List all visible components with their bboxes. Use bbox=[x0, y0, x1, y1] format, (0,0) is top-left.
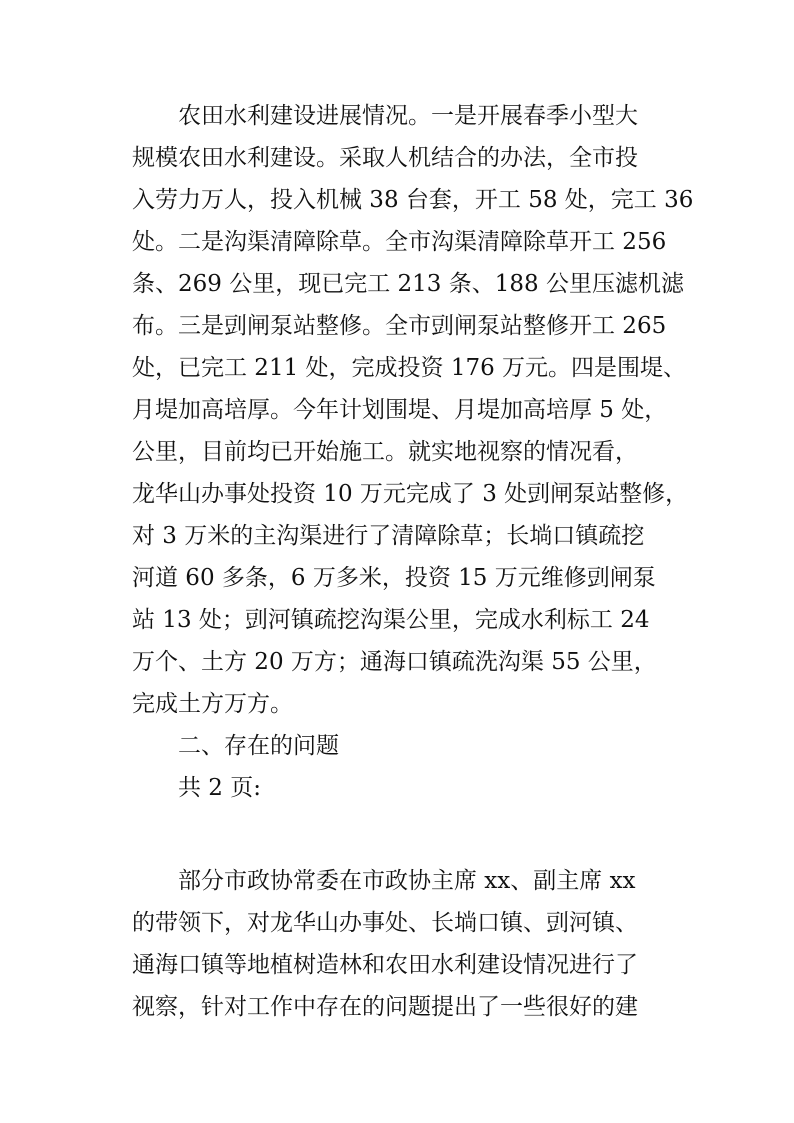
paragraph-line: 规模农田水利建设。采取人机结合的办法，全市投 bbox=[132, 145, 638, 171]
paragraph-line: 条、269 公里，现已完工 213 条、188 公里压滤机滤 bbox=[132, 271, 684, 297]
paragraph-line: 公里，目前均已开始施工。就实地视察的情况看， bbox=[132, 439, 638, 465]
paragraph-line: 万个、土方 20 万方；通海口镇疏洗沟渠 55 公里， bbox=[132, 649, 657, 675]
paragraph-line: 农田水利建设进展情况。一是开展春季小型大 bbox=[178, 103, 638, 129]
paragraph-line: 部分市政协常委在市政协主席 xx、副主席 xx bbox=[178, 868, 636, 894]
page-count: 共 2 页: bbox=[178, 775, 262, 801]
paragraph-line: 视察，针对工作中存在的问题提出了一些很好的建 bbox=[132, 994, 638, 1020]
paragraph-line: 布。三是剅闸泵站整修。全市剅闸泵站整修开工 265 bbox=[132, 313, 667, 339]
paragraph-line: 完成土方万方。 bbox=[132, 691, 293, 717]
paragraph-line: 处。二是沟渠清障除草。全市沟渠清障除草开工 256 bbox=[132, 229, 667, 255]
paragraph-line: 龙华山办事处投资 10 万元完成了 3 处剅闸泵站整修， bbox=[132, 481, 689, 507]
paragraph-line: 站 13 处；剅河镇疏挖沟渠公里，完成水利标工 24 bbox=[132, 607, 650, 633]
paragraph-line: 的带领下，对龙华山办事处、长埫口镇、剅河镇、 bbox=[132, 910, 638, 936]
paragraph-line: 月堤加高培厚。今年计划围堤、月堤加高培厚 5 处， bbox=[132, 397, 668, 423]
section-heading: 二、存在的问题 bbox=[178, 733, 339, 759]
paragraph-line: 河道 60 多条，6 万多米，投资 15 万元维修剅闸泵 bbox=[132, 565, 656, 591]
paragraph-line: 入劳力万人，投入机械 38 台套，开工 58 处，完工 36 bbox=[132, 187, 694, 213]
paragraph-line: 处，已完工 211 处，完成投资 176 万元。四是围堤、 bbox=[132, 355, 687, 381]
paragraph-line: 通海口镇等地植树造林和农田水利建设情况进行了 bbox=[132, 952, 638, 978]
paragraph-line: 对 3 万米的主沟渠进行了清障除草；长埫口镇疏挖 bbox=[132, 523, 645, 549]
